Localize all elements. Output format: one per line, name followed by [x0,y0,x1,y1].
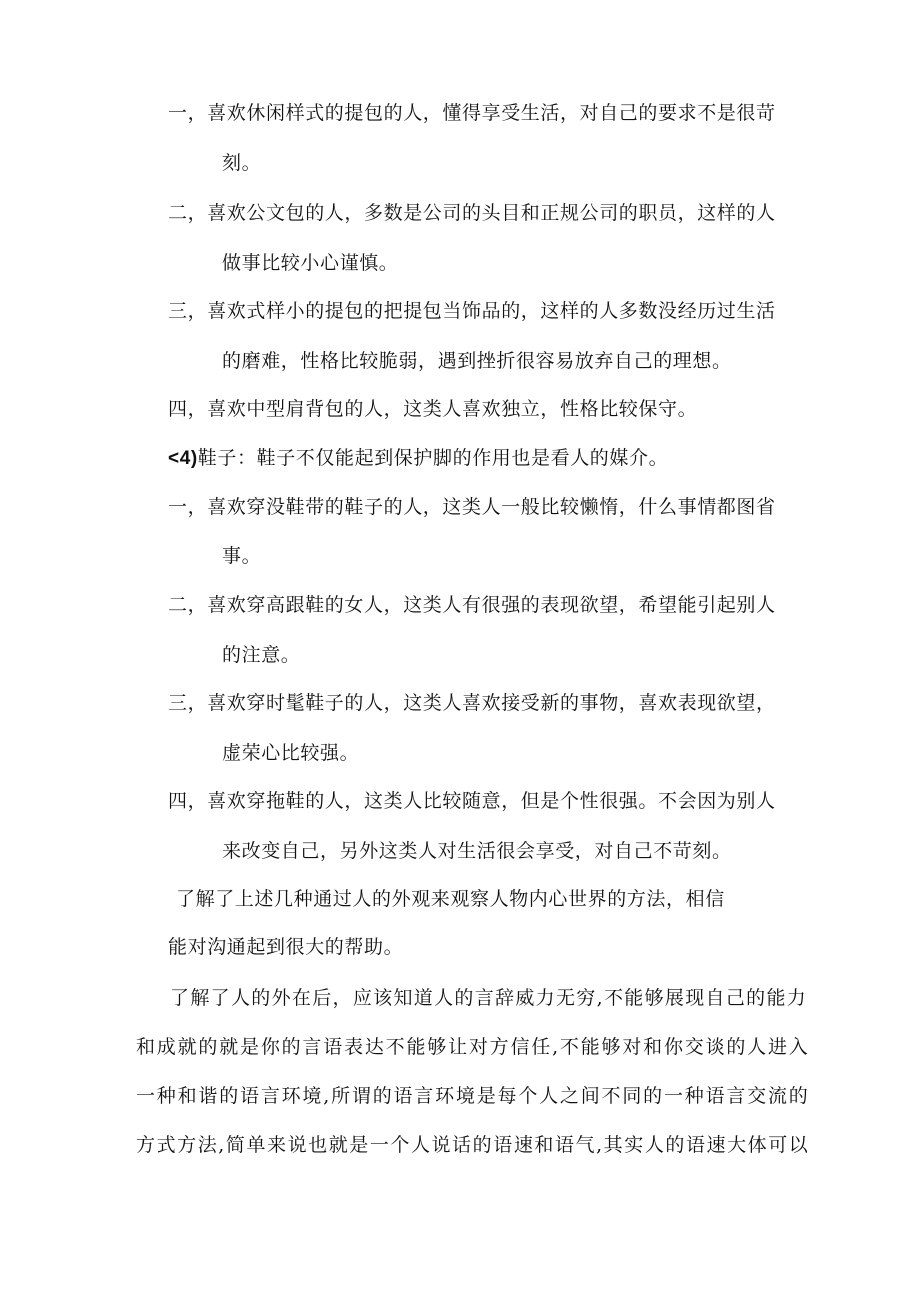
bag-item-3-line-2: 的磨难，性格比较脆弱，遇到挫折很容易放弃自己的理想。 [222,350,732,372]
shoes-heading [168,446,668,471]
closing-paragraph-line-2: 和成就的就是你的言语表达不能够让对方信任,不能够对和你交谈的人进入 [136,1036,808,1058]
bag-item-1-line-1: 一，喜欢休闲样式的提包的人，懂得享受生活，对自己的要求不是很苛 [168,102,776,124]
closing-paragraph-line-1: 了解了人的外在后，应该知道人的言辞威力无穷,不能够展现自己的能力 [170,987,806,1009]
shoe-item-4-line-2: 来改变自己，另外这类人对生活很会享受，对自己不苛刻。 [222,840,732,862]
bag-item-2-line-1: 二，喜欢公文包的人，多数是公司的头目和正规公司的职员，这样的人 [168,202,776,224]
shoe-item-2-line-1: 二，喜欢穿高跟鞋的女人，这类人有很强的表现欲望，希望能引起别人 [168,594,776,616]
shoe-item-4-line-1: 四，喜欢穿拖鞋的人，这类人比较随意，但是个性很强。不会因为别人 [168,790,776,812]
shoes-heading-text: 鞋子：鞋子不仅能起到保护脚的作用也是看人的媒介。 [197,447,669,469]
closing-paragraph-line-4: 方式方法,简单来说也就是一个人说话的语速和语气,其实人的语速大体可以 [136,1134,808,1156]
shoe-item-3-line-2: 虚荣心比较强。 [222,742,360,764]
summary-line-1: 了解了上述几种通过人的外观来观察人物内心世界的方法，相信 [176,888,725,910]
shoe-item-1-line-2: 事。 [222,545,262,567]
summary-line-2: 能对沟通起到很大的帮助。 [168,936,404,958]
bag-item-3-line-1: 三，喜欢式样小的提包的把提包当饰品的，这样的人多数没经历过生活 [168,300,776,322]
shoe-item-2-line-2: 的注意。 [222,644,301,666]
closing-paragraph-line-3: 一种和谐的语言环境,所谓的语言环境是每个人之间不同的一种语言交流的 [136,1085,808,1107]
bag-item-1-line-2: 刻。 [222,152,262,174]
shoes-heading-number: <4) [168,448,198,469]
bag-item-2-line-2: 做事比较小心谨慎。 [222,252,399,274]
shoe-item-3-line-1: 三，喜欢穿时髦鞋子的人，这类人喜欢接受新的事物，喜欢表现欲望， [168,692,776,714]
shoe-item-1-line-1: 一，喜欢穿没鞋带的鞋子的人，这类人一般比较懒惰，什么事情都图省 [168,496,776,518]
bag-item-4-line-1: 四，喜欢中型肩背包的人，这类人喜欢独立，性格比较保守。 [168,398,698,420]
